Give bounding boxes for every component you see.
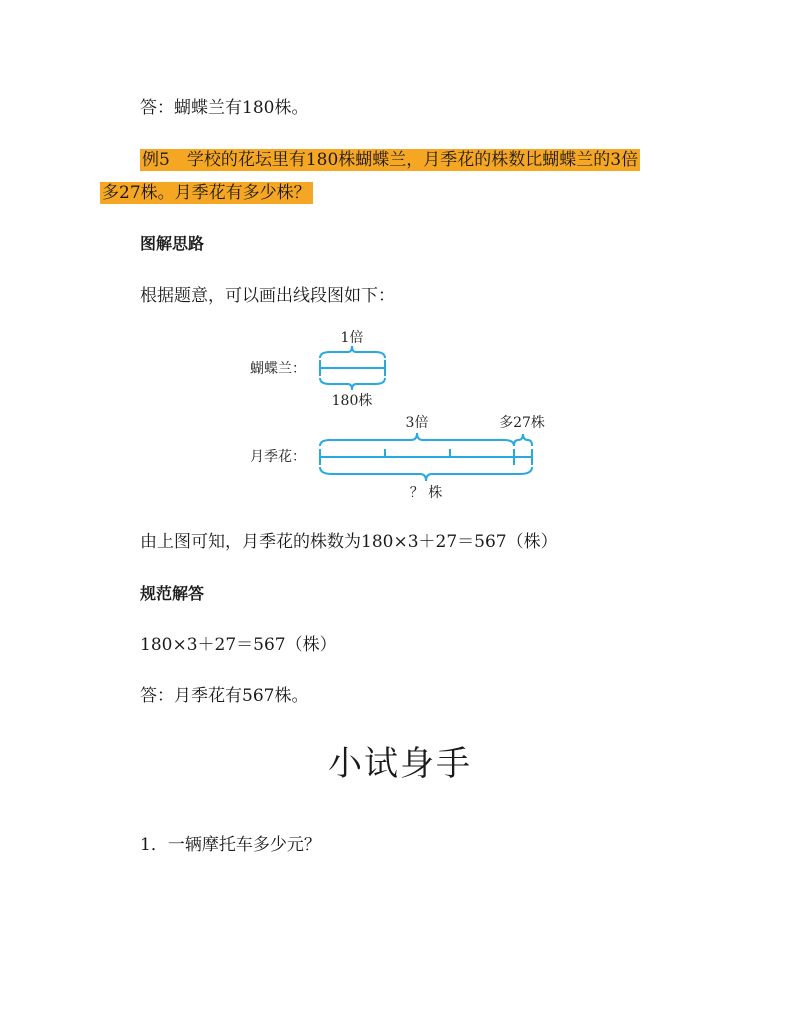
- example-line-1: [140, 148, 640, 172]
- butterfly-label: 蝴蝶兰：: [250, 361, 306, 377]
- rose-3times-brace: [320, 433, 514, 446]
- formula: 180×3＋27＝567（株）: [140, 635, 337, 655]
- conclusion-text: 由上图可知，月季花的株数为180×3＋27＝567（株）: [140, 532, 558, 552]
- section-title-diagram: 图解思路: [140, 234, 205, 253]
- line-segment-diagram: [0, 320, 800, 520]
- practice-heading: 小试身手: [328, 744, 472, 784]
- section-title-answer: 规范解答: [140, 584, 205, 603]
- example-line-1-text: 例5 学校的花坛里有180株蝴蝶兰，月季花的株数比蝴蝶兰的3倍: [142, 150, 639, 170]
- unknown-label: ？ 株: [409, 485, 443, 501]
- one-times-label: 1倍: [340, 330, 364, 346]
- rose-label: 月季花：: [250, 449, 306, 465]
- rose-extra-brace: [514, 434, 532, 446]
- previous-answer: 答：蝴蝶兰有180株。: [140, 98, 309, 118]
- butterfly-top-brace: [320, 346, 385, 358]
- question-1: 1．一辆摩托车多少元？: [140, 835, 321, 855]
- example-line-2: [100, 181, 313, 205]
- example-line-2-text: 多27株。月季花有多少株？: [102, 183, 311, 203]
- butterfly-bottom-brace: [320, 378, 385, 390]
- extra-label: 多27株: [499, 415, 545, 431]
- final-answer: 答：月季花有567株。: [140, 686, 309, 706]
- intro-text: 根据题意，可以画出线段图如下：: [140, 286, 395, 306]
- rose-total-brace: [320, 467, 532, 481]
- three-times-label: 3倍: [405, 415, 429, 431]
- butterfly-count-label: 180株: [331, 393, 373, 409]
